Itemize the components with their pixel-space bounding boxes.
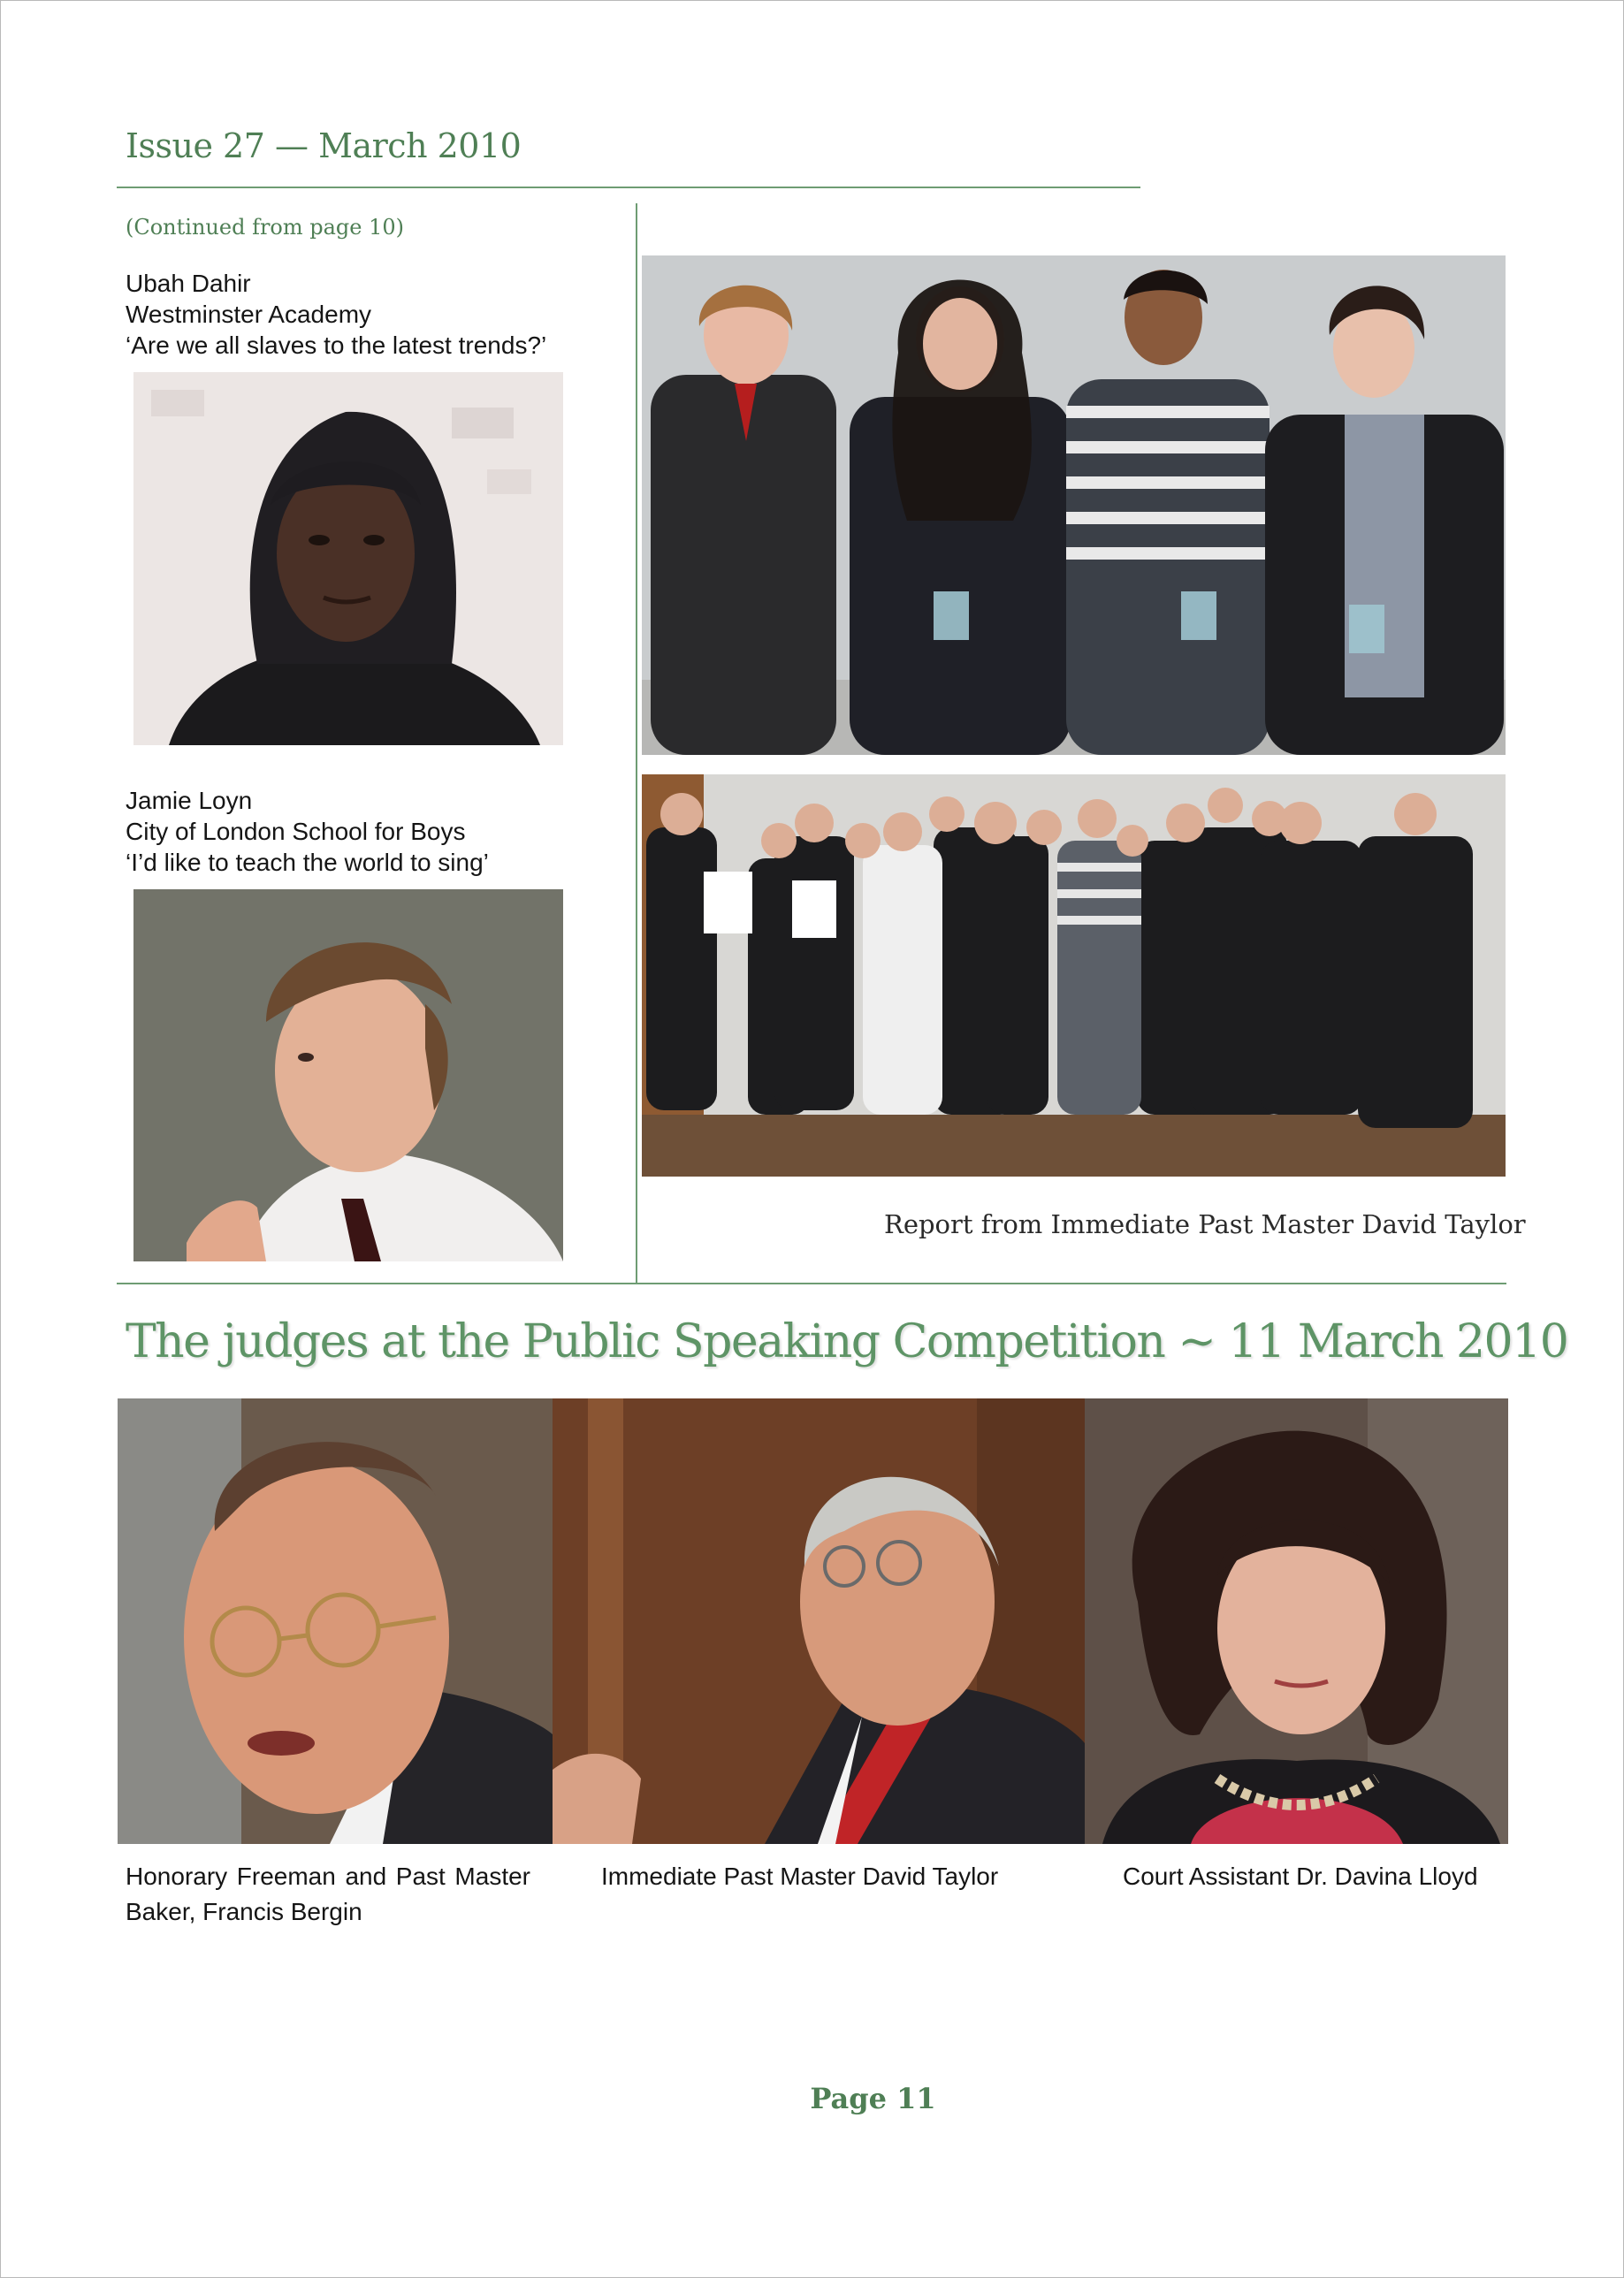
judge-photo-david-taylor: [553, 1398, 1085, 1844]
group-photo: [642, 774, 1506, 1177]
speaker-name: Ubah Dahir: [126, 270, 251, 297]
speaker-photo-ubah-dahir: [133, 372, 563, 745]
judges-heading: The judges at the Public Speaking Competition ~ 11 March 2010: [126, 1315, 1568, 1368]
judge-photo-francis-bergin: [118, 1398, 553, 1844]
winners-photo: [642, 255, 1506, 755]
page-number: Page 11: [810, 2082, 936, 2115]
judge-caption-2: Immediate Past Master David Taylor: [601, 1863, 999, 1890]
report-credit: Report from Immediate Past Master David Taylor: [884, 1209, 1526, 1239]
speaker-caption-1: [126, 268, 546, 361]
section-rule: [117, 1283, 1506, 1284]
issue-header: Issue 27 — March 2010: [126, 126, 522, 165]
judge-caption-3: Court Assistant Dr. Davina Lloyd: [1123, 1863, 1478, 1890]
speaker-caption-2: [126, 785, 489, 878]
judge-photo-davina-lloyd: [1085, 1398, 1508, 1844]
header-rule: [117, 187, 1140, 188]
speech-title: ‘Are we all slaves to the latest trends?’: [126, 331, 547, 359]
judge-caption-1: Honorary Freeman and Past Master Baker, Francis Bergin: [126, 1863, 530, 1925]
column-divider: [636, 203, 637, 1284]
speaker-school: City of London School for Boys: [126, 818, 466, 845]
speech-title: ‘I’d like to teach the world to sing’: [126, 849, 489, 876]
speaker-photo-jamie-loyn: [133, 889, 563, 1261]
speaker-name: Jamie Loyn: [126, 787, 253, 814]
continued-note: (Continued from page 10): [126, 215, 405, 240]
speaker-school: Westminster Academy: [126, 301, 372, 328]
